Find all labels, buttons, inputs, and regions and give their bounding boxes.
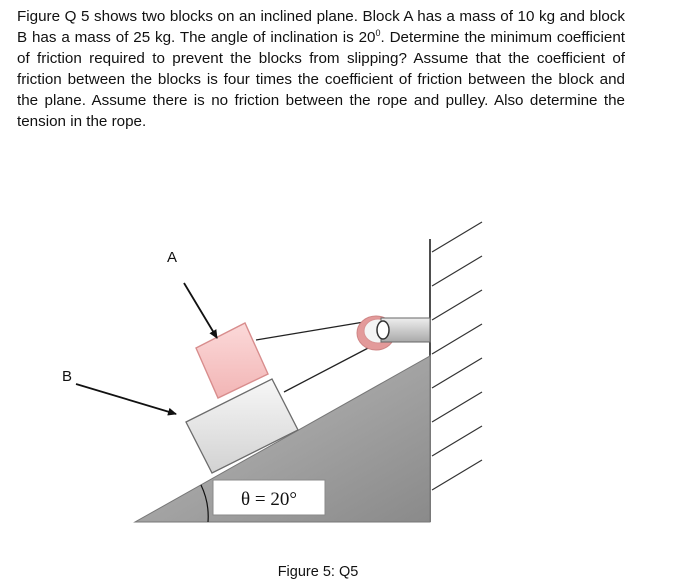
figure-caption: Figure 5: Q5: [277, 564, 359, 580]
pulley-hub: [377, 321, 389, 339]
arrow-b: [76, 384, 176, 414]
problem-text-part2: . Determine the minimum coefficient of friction required to prevent the blocks from slipping? Assume that the coefficient of friction between the blocks is four times the coefficient of friction between the block and the plane. Assume there is no friction between the rope and pulley. Also determine the tension in the rope.: [17, 29, 625, 130]
rope-block-b: [284, 346, 372, 392]
problem-text-part1: Figure Q 5 shows two blocks on an inclined plane. Block A has a mass of 10 kg and block B has a mass of 25 kg. The angle of inclination is 20: [17, 8, 625, 46]
arrow-a: [184, 283, 217, 338]
angle-equation: θ = 20°: [241, 489, 297, 510]
degree-superscript: 0: [375, 27, 381, 38]
label-b: B: [62, 368, 73, 385]
label-a: A: [166, 249, 178, 266]
wall-hatching: [432, 222, 482, 490]
